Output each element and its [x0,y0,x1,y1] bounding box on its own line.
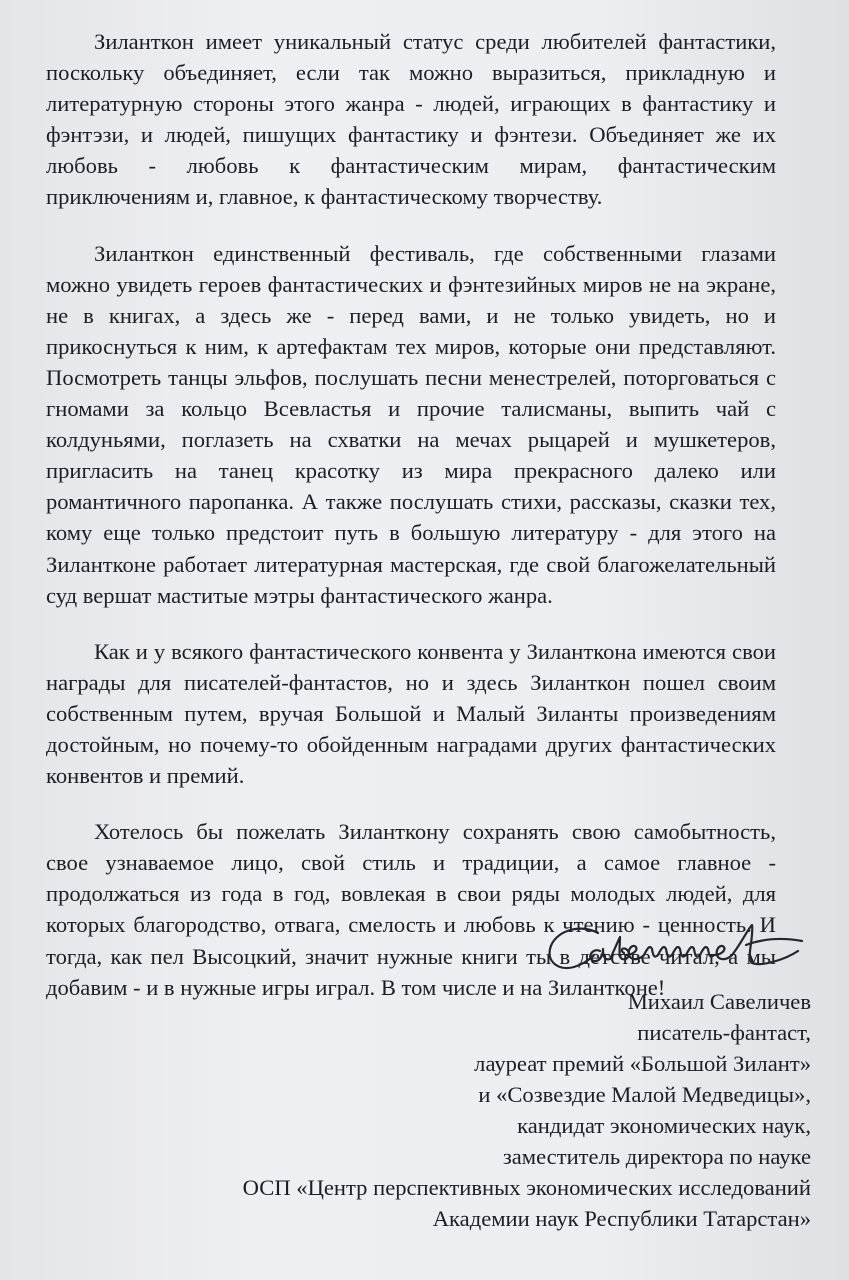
paragraph-4: Хотелось бы пожелать Зилантконy сохранять свою самобытность, свое узнаваемое лицо, свой стиль и традиции, а самое главное - продолжаться из года в год, вовлекая в свои ряды молодых людей, для которых благородство, отвага, смелость и любовь к чтению - ценность. И тогда, как пел Высоцкий, значит нужные книги ты в детстве читал, а мы добавим - и в нужные игры играл. В том числе и на Зилантконе! [46,819,776,1000]
signature-graphic [540,915,810,990]
paragraph-1: Зиланткон имеет уникальный статус среди любителей фантастики, поскольку объединяет, если так можно выразиться, прикладную и литературную стороны этого жанра - людей, играющих в фантастику и фэнтэзи, и людей, пишущих фантастику и фэнтези. Объединяет же их любовь - любовь к фантастическим мирам, фантастическим приключениям и, главное, к фантастическому творчеству. [46,29,776,210]
signatory-degree: кандидат экономических наук, [517,1113,811,1138]
letter-body [46,26,776,1028]
signatory-block [111,986,811,1234]
signatory-academy: Академии наук Республики Татарстан» [432,1206,811,1231]
signatory-title: писатель-фантаст, [637,1020,811,1045]
handwritten-signature [540,915,810,990]
signatory-position: заместитель директора по науке [502,1144,811,1169]
paragraph-2: Зиланткон единственный фестиваль, где собственными глазами можно увидеть героев фантастических и фэнтезийных миров не на экране, не в книгах, а здесь же - перед вами, и не только увидеть, но и прикоснуться к ним, к артефактам тех миров, которые они представляют. Посмотреть танцы эльфов, послушать песни менестрелей, поторговаться с гномами за кольцо Всевластья и прочие талисманы, выпить чай с колдуньями, поглазеть на схватки на мечах рыцарей и мушкетеров, пригласить на танец красотку из мира прекрасного далеко или романтичного паропанка. А также послушать стихи, рассказы, сказки тех, кому еще только предстоит путь в большую литературу - для этого на Зилантконе работает литературная мастерская, где свой благожелательный суд вершат маститые мэтры фантастического жанра. [46,240,776,608]
signatory-organization: ОСП «Центр перспективных экономических исследований [242,1175,811,1200]
signatory-name: Михаил Савеличев [627,989,811,1014]
signatory-award-1: лауреат премий «Большой Зилант» [474,1051,811,1076]
signatory-award-2: и «Созвездие Малой Медведицы», [478,1082,811,1107]
paragraph-3: Как и у всякого фантастического конвента у Зилантконa имеются свои награды для писателей-фантастов, но и здесь Зиланткон пошел своим собственным путем, вручая Большой и Малый Зиланты произведениям достойным, но почему-то обойденным наградами других фантастических конвентов и премий. [46,638,776,789]
